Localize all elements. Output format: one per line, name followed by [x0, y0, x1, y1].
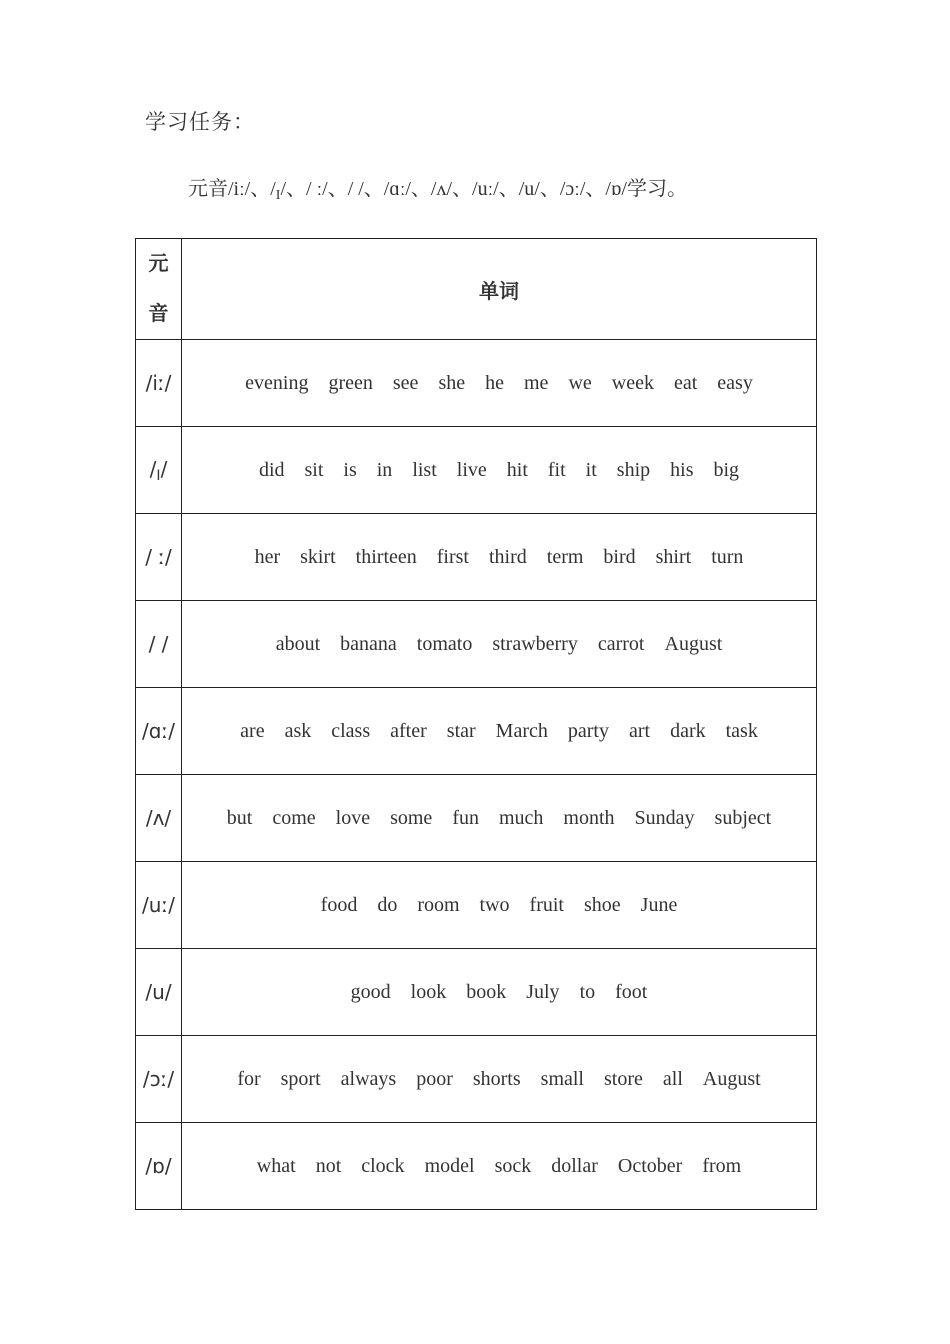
- word: after: [390, 719, 427, 742]
- table-row: [136, 514, 817, 601]
- word: turn: [711, 545, 744, 568]
- word: his: [670, 458, 694, 481]
- word: month: [563, 806, 615, 829]
- table-row: [136, 1036, 817, 1123]
- word: July: [526, 980, 560, 1003]
- word: big: [713, 458, 740, 481]
- intro-rest: /、/ ː/、/ /、/ɑː/、/ʌ/、/uː/、/u/、/ɔː/、/ɒ/学习。: [280, 178, 687, 200]
- word: fruit: [529, 893, 564, 916]
- words-cell: [182, 1036, 817, 1123]
- word: we: [568, 371, 592, 394]
- vowel-cell: / /: [136, 601, 182, 688]
- word: fun: [452, 806, 479, 829]
- word: sock: [494, 1154, 532, 1177]
- word: art: [628, 719, 651, 742]
- table-row: [136, 340, 817, 427]
- table-row: [136, 1123, 817, 1210]
- word: list: [412, 458, 437, 481]
- table-row: [136, 427, 817, 514]
- word: she: [438, 371, 466, 394]
- word: tomato: [416, 632, 473, 655]
- header-vowel-char-1: 元: [148, 253, 169, 275]
- words-cell: [182, 688, 817, 775]
- word: ship: [616, 458, 651, 481]
- word: Sunday: [634, 806, 695, 829]
- word: good: [350, 980, 391, 1003]
- word: but: [226, 806, 253, 829]
- word: strawberry: [492, 632, 578, 655]
- word: did: [258, 458, 285, 481]
- word: from: [702, 1154, 742, 1177]
- word: not: [315, 1154, 342, 1177]
- vowel-cell: /uː/: [136, 862, 182, 949]
- word: March: [495, 719, 548, 742]
- word: always: [340, 1067, 397, 1090]
- word: to: [579, 980, 596, 1003]
- vowel-intro-line: [188, 172, 687, 204]
- word: about: [275, 632, 321, 655]
- word: eat: [673, 371, 698, 394]
- word: subject: [714, 806, 772, 829]
- vowel-cell: /ɒ/: [136, 1123, 182, 1210]
- word: carrot: [597, 632, 645, 655]
- word: shoe: [583, 893, 621, 916]
- word: easy: [717, 371, 753, 394]
- word: for: [237, 1067, 261, 1090]
- word: August: [702, 1067, 761, 1090]
- word: dollar: [551, 1154, 598, 1177]
- table-row: [136, 775, 817, 862]
- word: book: [466, 980, 507, 1003]
- word: it: [585, 458, 597, 481]
- word: bird: [603, 545, 636, 568]
- vowel-cell: [136, 427, 182, 514]
- word: he: [485, 371, 504, 394]
- word: is: [343, 458, 357, 481]
- word: some: [390, 806, 433, 829]
- word: two: [479, 893, 510, 916]
- words-cell: [182, 340, 817, 427]
- vowel-subscript: I: [156, 467, 161, 484]
- word: me: [524, 371, 549, 394]
- word: hit: [506, 458, 528, 481]
- word: task: [725, 719, 758, 742]
- word: do: [377, 893, 398, 916]
- word: all: [662, 1067, 683, 1090]
- word: room: [417, 893, 460, 916]
- word: term: [546, 545, 584, 568]
- header-vowel-char-2: 音: [148, 303, 169, 325]
- word: ask: [284, 719, 312, 742]
- table-row: [136, 862, 817, 949]
- task-heading: 学习任务：: [145, 110, 255, 134]
- word: look: [410, 980, 447, 1003]
- word: October: [617, 1154, 683, 1177]
- table-row: [136, 601, 817, 688]
- word: green: [328, 371, 373, 394]
- word: dark: [670, 719, 706, 742]
- header-words: 单词: [182, 239, 817, 340]
- word: see: [392, 371, 419, 394]
- word: party: [567, 719, 609, 742]
- word: love: [335, 806, 371, 829]
- word: shirt: [655, 545, 692, 568]
- table-row: [136, 949, 817, 1036]
- vowel-word-table: [135, 238, 817, 1210]
- word: August: [664, 632, 723, 655]
- word: thirteen: [355, 545, 417, 568]
- word: foot: [615, 980, 648, 1003]
- word: come: [272, 806, 316, 829]
- word: fit: [547, 458, 566, 481]
- table-header-row: [136, 239, 817, 340]
- intro-subscript: I: [275, 188, 281, 203]
- words-cell: [182, 601, 817, 688]
- word: much: [498, 806, 544, 829]
- words-cell: [182, 775, 817, 862]
- word: model: [424, 1154, 475, 1177]
- vowel-cell: / ː/: [136, 514, 182, 601]
- intro-prefix: 元音/iː/、/: [188, 178, 276, 200]
- word: June: [640, 893, 678, 916]
- word: third: [488, 545, 527, 568]
- word: her: [254, 545, 281, 568]
- word: in: [376, 458, 393, 481]
- vowel-cell: /ɑː/: [136, 688, 182, 775]
- vowel-cell: /iː/: [136, 340, 182, 427]
- word: store: [604, 1067, 643, 1090]
- words-cell: [182, 514, 817, 601]
- word: small: [540, 1067, 584, 1090]
- word: food: [320, 893, 358, 916]
- word: star: [446, 719, 476, 742]
- vowel-cell: /ʌ/: [136, 775, 182, 862]
- table-row: [136, 688, 817, 775]
- word: what: [256, 1154, 296, 1177]
- words-cell: [182, 1123, 817, 1210]
- header-vowel: [136, 239, 182, 340]
- words-cell: [182, 427, 817, 514]
- word: class: [331, 719, 371, 742]
- word: first: [436, 545, 469, 568]
- words-cell: [182, 949, 817, 1036]
- vowel-cell: /ɔː/: [136, 1036, 182, 1123]
- vowel-cell: /u/: [136, 949, 182, 1036]
- word: sit: [304, 458, 324, 481]
- vowel-pre: /: [149, 456, 157, 481]
- word: banana: [340, 632, 397, 655]
- word: shorts: [472, 1067, 521, 1090]
- words-cell: [182, 862, 817, 949]
- word: poor: [416, 1067, 453, 1090]
- word: live: [456, 458, 487, 481]
- word: sport: [280, 1067, 321, 1090]
- word: clock: [361, 1154, 405, 1177]
- vowel-post: /: [160, 456, 168, 481]
- word: skirt: [300, 545, 336, 568]
- word: evening: [245, 371, 309, 394]
- word: are: [240, 719, 265, 742]
- word: week: [611, 371, 654, 394]
